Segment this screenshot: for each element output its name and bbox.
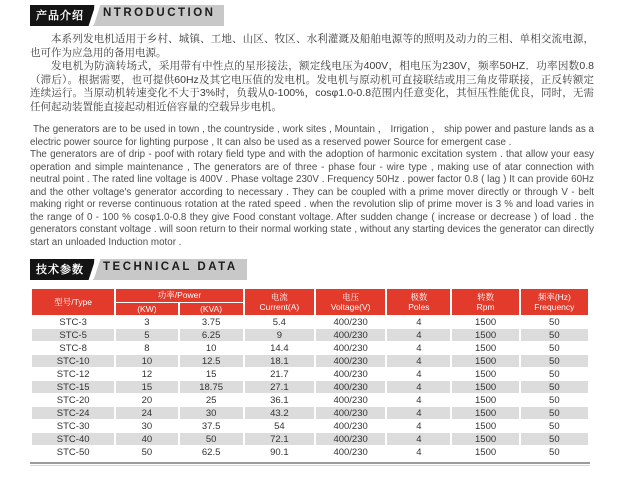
intro-title-en: NTRODUCTION (94, 5, 224, 26)
table-cell: 62.5 (180, 446, 243, 458)
table-cell: 1500 (452, 407, 518, 419)
table-cell: 54 (245, 420, 314, 432)
col-header-poles-en: Poles (408, 302, 430, 312)
table-cell: 50 (521, 329, 588, 341)
col-header-voltage-zh: 电压 (342, 291, 360, 302)
table-cell: 9 (245, 329, 314, 341)
table-cell: 37.5 (180, 420, 243, 432)
table-cell: STC-20 (32, 394, 114, 406)
table-cell: 4 (387, 394, 450, 406)
table-cell: 4 (387, 433, 450, 445)
col-header-type: 型号/Type (32, 289, 114, 315)
col-header-current-en: Current(A) (259, 302, 300, 312)
table-cell: 50 (521, 407, 588, 419)
table-cell: 50 (521, 316, 588, 328)
table-cell: 15 (180, 368, 243, 380)
intro-chinese-text (30, 33, 594, 114)
table-cell: 400/230 (316, 329, 385, 341)
table-cell: 4 (387, 329, 450, 341)
col-header-current (245, 289, 314, 315)
table-cell: 50 (180, 433, 243, 445)
table-cell: 1500 (452, 316, 518, 328)
table-cell: 30 (180, 407, 243, 419)
table-cell: STC-5 (32, 329, 114, 341)
table-cell: 50 (521, 433, 588, 445)
col-header-voltage (316, 289, 385, 315)
table-cell: 10 (180, 342, 243, 354)
table-row (32, 407, 588, 419)
table-row (32, 420, 588, 432)
table-cell: 12 (116, 368, 177, 380)
table-cell: 8 (116, 342, 177, 354)
table-cell: 400/230 (316, 368, 385, 380)
table-cell: 30 (116, 420, 177, 432)
table-cell: 90.1 (245, 446, 314, 458)
technical-data-table (30, 288, 590, 459)
table-row (32, 446, 588, 458)
technical-data-title-zh: 技术参数 (30, 259, 94, 280)
table-row (32, 329, 588, 341)
table-cell: 400/230 (316, 446, 385, 458)
table-cell: 400/230 (316, 420, 385, 432)
table-row (32, 394, 588, 406)
table-cell: 50 (521, 446, 588, 458)
table-cell: 4 (387, 446, 450, 458)
table-cell: 3 (116, 316, 177, 328)
table-cell: 4 (387, 368, 450, 380)
table-row (32, 342, 588, 354)
col-header-poles-zh: 极数 (410, 291, 428, 302)
table-cell: 4 (387, 316, 450, 328)
table-row (32, 316, 588, 328)
table-cell: 50 (521, 355, 588, 367)
col-header-current-zh: 电流 (270, 291, 288, 302)
table-cell: 5 (116, 329, 177, 341)
table-cell: STC-8 (32, 342, 114, 354)
col-header-rpm-en: Rpm (476, 302, 495, 312)
table-cell: 4 (387, 381, 450, 393)
table-cell: 5.4 (245, 316, 314, 328)
table-cell: 400/230 (316, 407, 385, 419)
table-cell: 50 (521, 394, 588, 406)
table-cell: 1500 (452, 342, 518, 354)
table-cell: 24 (116, 407, 177, 419)
table-cell: 4 (387, 420, 450, 432)
table-cell: 10 (116, 355, 177, 367)
table-cell: 50 (521, 368, 588, 380)
table-cell: 18.75 (180, 381, 243, 393)
col-header-frequency-zh: 频率(Hz) (537, 291, 571, 302)
table-cell: 1500 (452, 329, 518, 341)
col-header-poles (387, 289, 450, 315)
table-cell: STC-30 (32, 420, 114, 432)
table-cell: STC-15 (32, 381, 114, 393)
table-cell: 12.5 (180, 355, 243, 367)
table-cell: STC-24 (32, 407, 114, 419)
intro-english-text (30, 124, 594, 249)
intro-en-paragraph-2: The generators are of drip - poof with rotary field type and with the adoption of harmonic excitation system . that allow your easy operation and simple maintenance , The generators are of three - phase four - wire type , making use of atar connection with neutral point . The rated line voltage is 400V . Phase voltage 230V . Frequency 50Hz . power factor 0.8 ( lag ) It can provide 60Hz and the other voltage's generator according to necessary . They can be coupled with a prime mover directly or through V - belt making right or reverse continuous rotation at the rated speed . when the revolution slip of prime mover is 3 % and load varies in the range of 0 - 100 % cosφ1.0-0.8 they give Food constant voltage. After sudden change ( increase or decrease ) of load . the generators constant voltage . will soon return to their normal working state , without any starting devices the generator can directly start an unloaded Induction motor . (30, 149, 594, 248)
table-cell: 6.25 (180, 329, 243, 341)
table-cell: 4 (387, 342, 450, 354)
intro-en-paragraph-1: The generators are to be used in town , the countryside , work sites , Mountain ， Irrigation ， ship power and pasture lands as a electric power source for lighting purpose , It can also be used as a reserved power Source for emergent case . (30, 124, 594, 148)
table-cell: 50 (521, 420, 588, 432)
technical-data-title-en: TECHNICAL DATA (94, 259, 247, 280)
table-cell: STC-10 (32, 355, 114, 367)
table-cell: 27.1 (245, 381, 314, 393)
col-header-rpm-zh: 转数 (477, 291, 495, 302)
table-cell: 4 (387, 355, 450, 367)
table-cell: 50 (521, 342, 588, 354)
table-cell: 40 (116, 433, 177, 445)
table-row (32, 355, 588, 367)
col-header-rpm (452, 289, 518, 315)
table-cell: 400/230 (316, 433, 385, 445)
table-cell: 50 (521, 381, 588, 393)
table-cell: STC-40 (32, 433, 114, 445)
table-cell: 36.1 (245, 394, 314, 406)
table-cell: 4 (387, 407, 450, 419)
table-row (32, 368, 588, 380)
table-cell: 21.7 (245, 368, 314, 380)
col-header-frequency-en: Frequency (534, 302, 575, 312)
col-header-power-kva: (KVA) (180, 303, 243, 316)
table-cell: 1500 (452, 381, 518, 393)
table-cell: 400/230 (316, 342, 385, 354)
table-cell: 25 (180, 394, 243, 406)
col-header-frequency (521, 289, 588, 315)
table-cell: 400/230 (316, 355, 385, 367)
table-row (32, 433, 588, 445)
intro-zh-paragraph-2: 发电机为防滴转场式，采用带有中性点的星形接法，额定线电压为400V，相电压为230V，频率50HZ．功率因数0.8（滞后）。根据需要，也可提供60Hz及其它电压值的发电机。发电机与原动机可直接联结或用三角皮带联接，正反转额定连续运行。当原动机转速变化不大于3%时，负载从0-100%，cosφ1.0-0.8范围内任意变化，其恒压性能优良，同时，无需任何起动装置能直接起动相近倍容量的空载异步电机。 (30, 60, 594, 113)
table-cell: 1500 (452, 433, 518, 445)
table-cell: 3.75 (180, 316, 243, 328)
table-cell: 400/230 (316, 381, 385, 393)
table-cell: 1500 (452, 446, 518, 458)
table-cell: 50 (116, 446, 177, 458)
table-cell: 1500 (452, 368, 518, 380)
col-header-voltage-en: Voltage(V) (330, 302, 371, 312)
table-cell: 43.2 (245, 407, 314, 419)
table-cell: 20 (116, 394, 177, 406)
intro-section-header (30, 5, 224, 26)
table-cell: STC-50 (32, 446, 114, 458)
table-cell: STC-12 (32, 368, 114, 380)
table-header (32, 289, 588, 315)
table-row (32, 381, 588, 393)
table-cell: 14.4 (245, 342, 314, 354)
table-cell: 400/230 (316, 394, 385, 406)
table-cell: 1500 (452, 355, 518, 367)
col-header-power: 功率/Power (116, 289, 242, 302)
col-header-power-kw: (KW) (116, 303, 177, 316)
table-cell: 72.1 (245, 433, 314, 445)
table-cell: STC-3 (32, 316, 114, 328)
intro-title-zh: 产品介绍 (30, 5, 94, 26)
table-cell: 400/230 (316, 316, 385, 328)
technical-data-section-header (30, 259, 247, 280)
table-cell: 1500 (452, 394, 518, 406)
table-bottom-divider (30, 462, 590, 466)
table-cell: 15 (116, 381, 177, 393)
table-body (32, 316, 588, 458)
table-cell: 18.1 (245, 355, 314, 367)
table-cell: 1500 (452, 420, 518, 432)
intro-zh-paragraph-1: 本系列发电机适用于乡村、城镇、工地、山区、牧区、水利灌溉及船舶电源等的照明及动力的三相、单相交流电源，也可作为应急用的备用电源。 (30, 33, 594, 59)
